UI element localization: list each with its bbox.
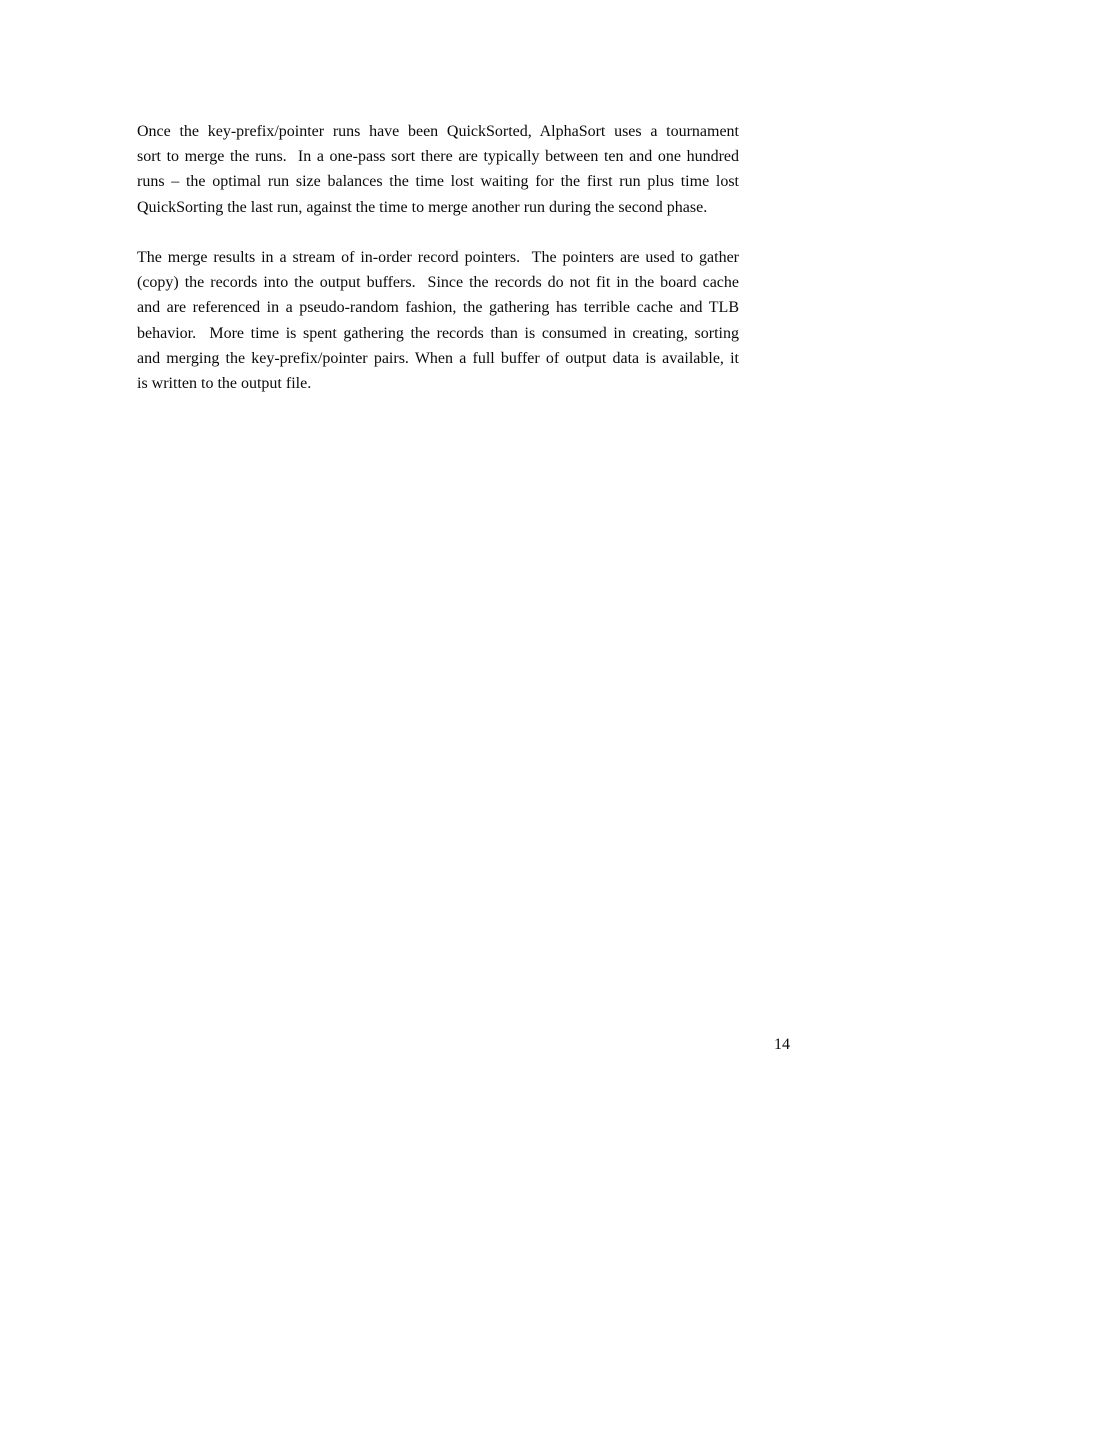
text-line: runs – the optimal run size balances the time lost waiting for the first run plus time lost: [137, 173, 739, 191]
page-number: 14: [774, 1036, 790, 1053]
text-line: QuickSorting the last run, against the time to merge another run during the second phase.: [137, 198, 708, 216]
text-line: The merge results in a stream of in-order record pointers. The pointers are used to gather: [137, 249, 739, 266]
text-line: is written to the output file.: [137, 375, 312, 393]
paragraph-2: [137, 245, 739, 396]
body-text: [137, 119, 739, 421]
text-line: Once the key-prefix/pointer runs have been QuickSorted, AlphaSort uses a tournament: [137, 123, 739, 140]
text-line: (copy) the records into the output buffers. Since the records do not fit in the board cache: [137, 274, 739, 292]
text-line: sort to merge the runs. In a one-pass sort there are typically between ten and one hundred: [137, 148, 739, 166]
text-line: behavior. More time is spent gathering the records than is consumed in creating, sorting: [137, 324, 739, 342]
text-line: and are referenced in a pseudo-random fashion, the gathering has terrible cache and TLB: [137, 299, 739, 317]
text-line: and merging the key-prefix/pointer pairs. When a full buffer of output data is available, it: [137, 349, 739, 367]
paragraph-1: [137, 119, 739, 220]
